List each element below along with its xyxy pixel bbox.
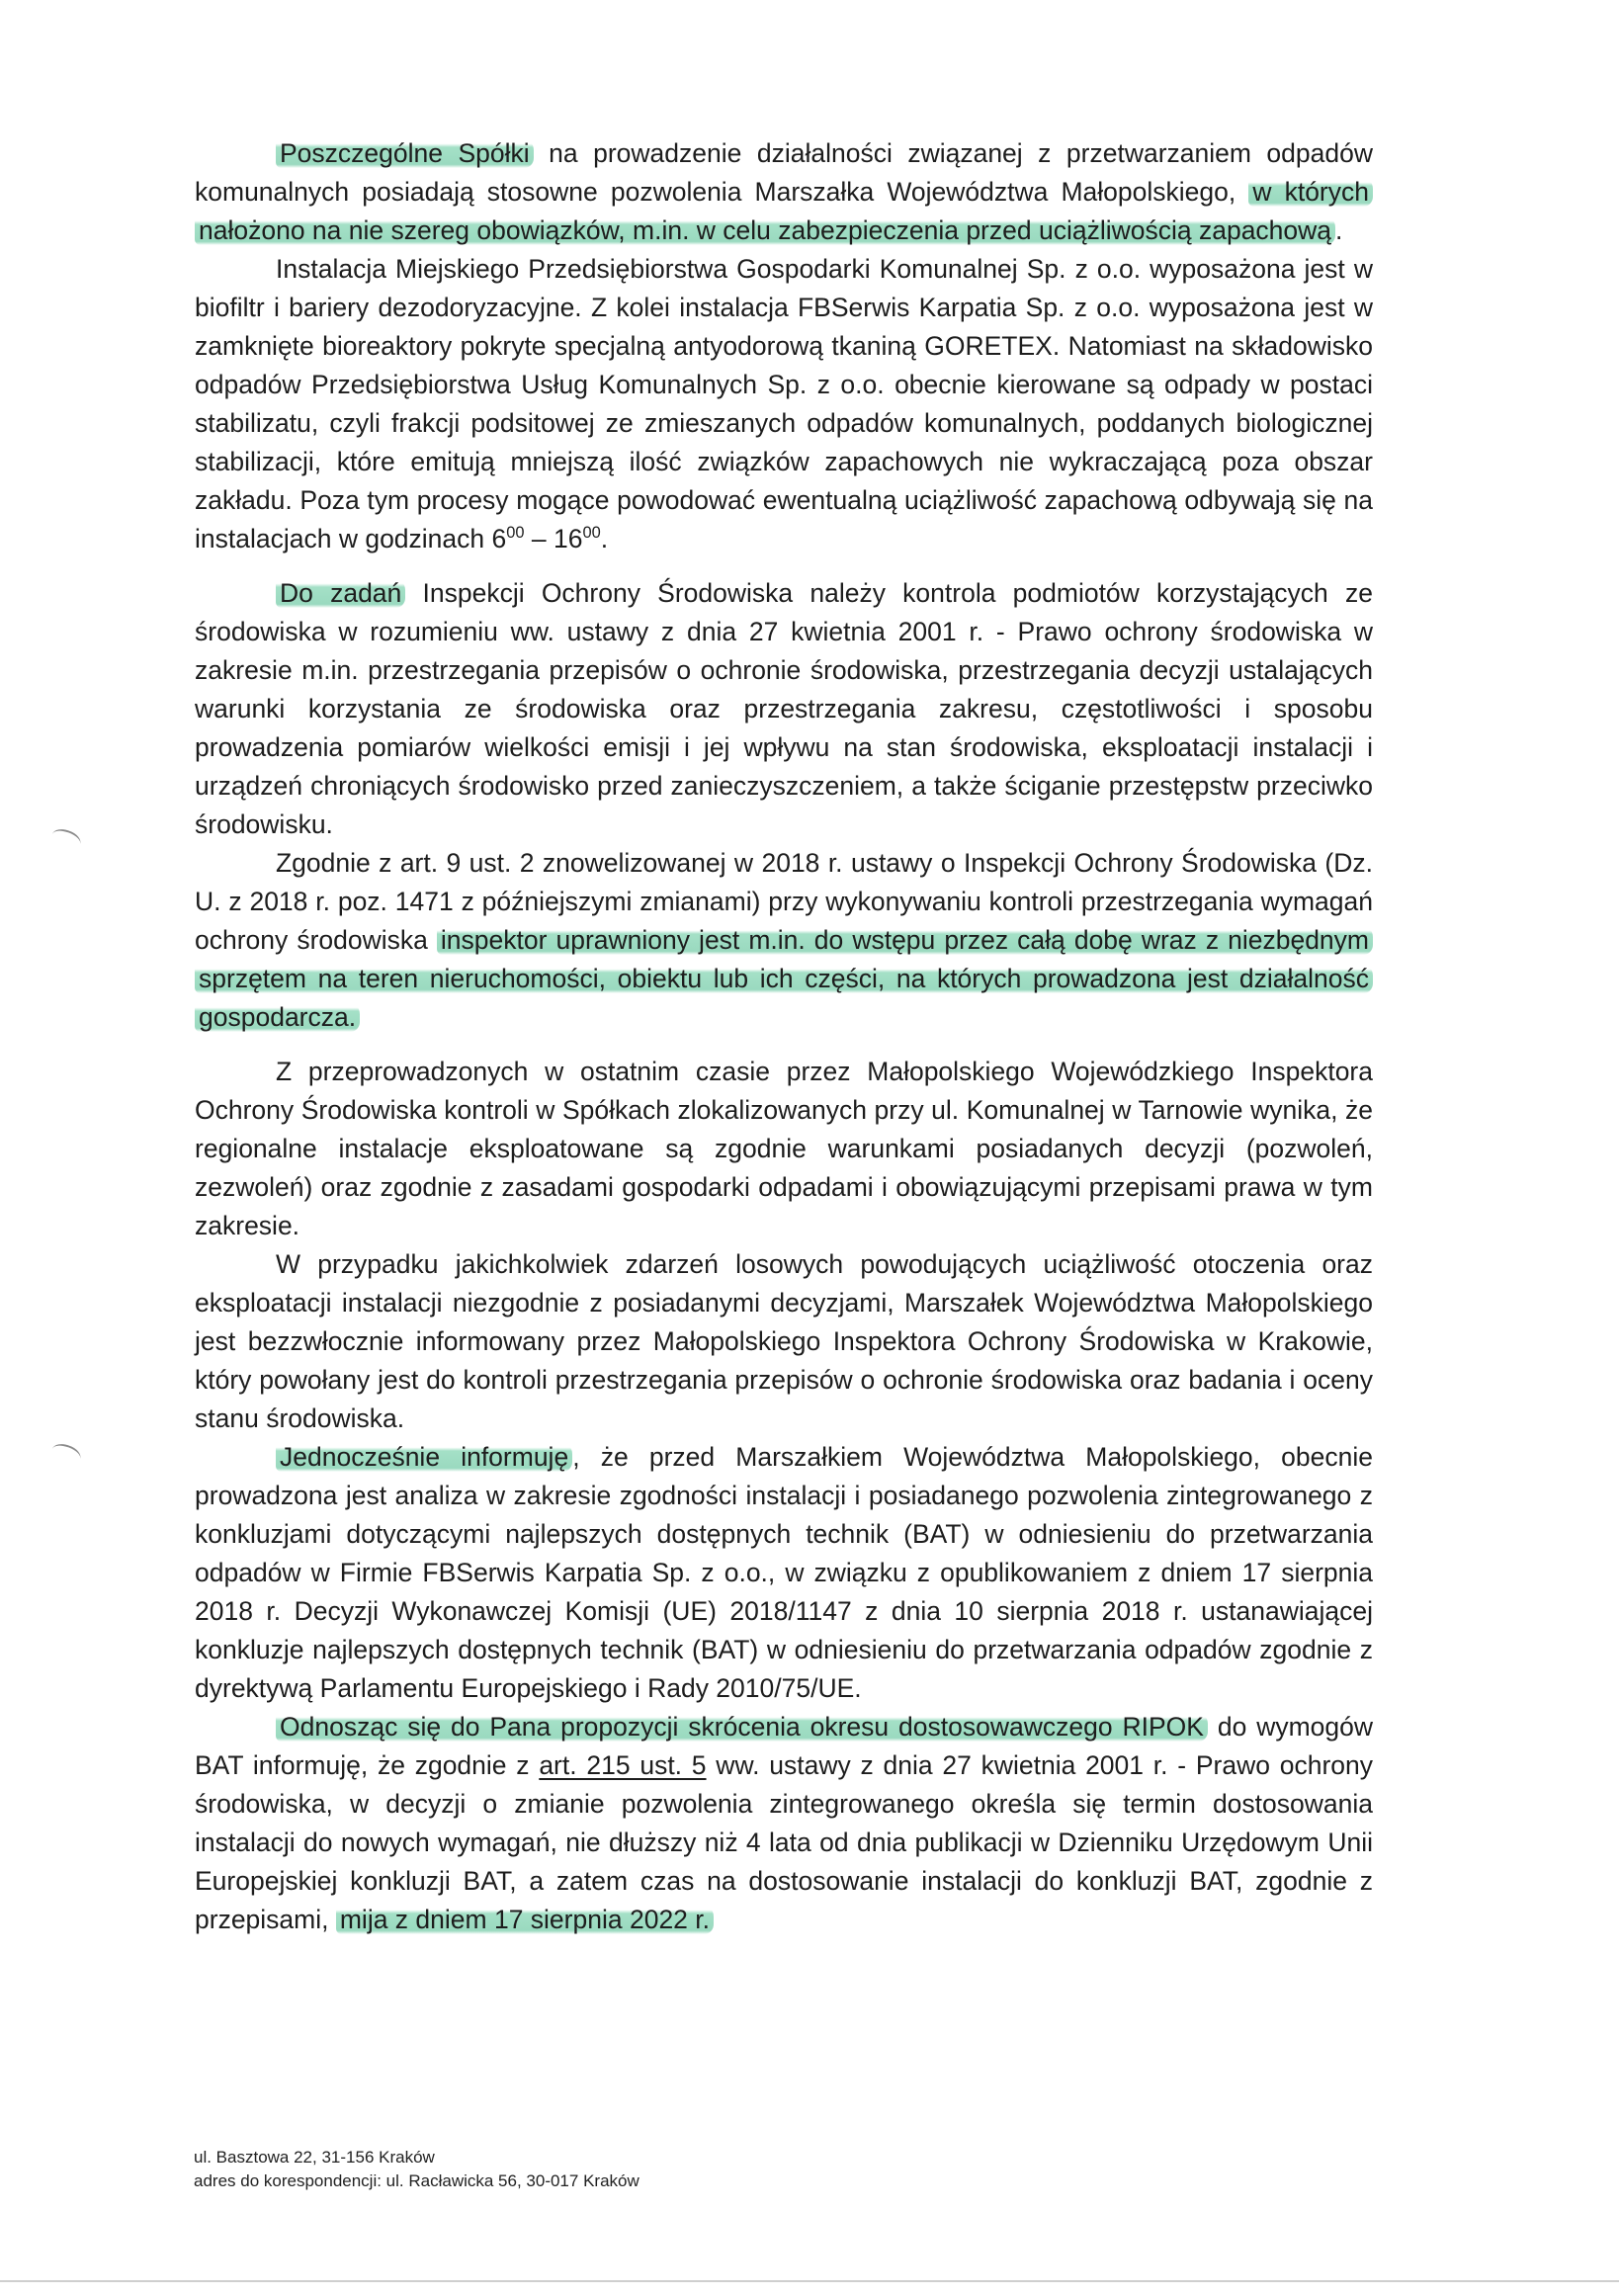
letter-body xyxy=(195,134,1373,1939)
scan-mark xyxy=(49,825,83,852)
paragraph: Do zadań Inspekcji Ochrony Środowiska należy kontrola podmiotów korzystających ze środowiska w rozumieniu ww. ustawy z dnia 27 kwietnia 2001 r. - Prawo ochrony środowiska w zakresie m.in. przestrzegania przepisów o ochronie środowiska, przestrzegania decyzji ustalających warunki korzystania ze środowiska oraz przestrzegania zakresu, częstotliwości i sposobu prowadzenia pomiarów wielkości emisji i jej wpływu na stan środowiska, eksploatacji instalacji i urządzeń chroniących środowisko przed zanieczyszczeniem, a także ściganie przestępstw przeciwko środowisku. xyxy=(195,578,1373,839)
highlight: Jednocześnie informuję xyxy=(276,1442,572,1472)
footer-line: adres do korespondencji: ul. Racławicka 56, 30-017 Kraków xyxy=(194,2171,639,2190)
footer-address xyxy=(194,2146,639,2193)
paragraph: Zgodnie z art. 9 ust. 2 znowelizowanej w 2018 r. ustawy o Inspekcji Ochrony Środowiska (Dz. U. z 2018 r. poz. 1471 z późniejszymi zmianami) przy wykonywaniu kontroli przestrzegania wymagań ochrony środowiska inspektor uprawniony jest m.in. do wstępu przez całą dobę wraz z niezbędnym sprzętem na teren nieruchomości, obiektu lub ich części, na których prowadzona jest działalność gospodarcza. xyxy=(195,848,1373,1032)
highlight: w których nałożono na nie szereg obowiązków, m.in. w celu zabezpieczenia przed uciążliwością zapachową xyxy=(195,177,1373,245)
bottom-rule xyxy=(0,2280,1619,2282)
paragraph: Z przeprowadzonych w ostatnim czasie przez Małopolskiego Wojewódzkiego Inspektora Ochrony Środowiska kontroli w Spółkach zlokalizowanych przy ul. Komunalnej w Tarnowie wynika, że regionalne instalacje eksploatowane są zgodnie warunkami posiadanych decyzji (pozwoleń, zezwoleń) oraz zgodnie z zasadami gospodarki odpadami i obowiązującymi przepisami prawa w tym zakresie. xyxy=(195,1057,1373,1240)
paragraph: Instalacja Miejskiego Przedsiębiorstwa Gospodarki Komunalnej Sp. z o.o. wyposażona jest w biofiltr i bariery dezodoryzacyjne. Z kolei instalacja FBSerwis Karpatia Sp. z o.o. wyposażona jest w zamknięte bioreaktory pokryte specjalną antyodorową tkaniną GORETEX. Natomiast na składowisko odpadów Przedsiębiorstwa Usług Komunalnych Sp. z o.o. obecnie kierowane są odpady w postaci stabilizatu, czyli frakcji podsitowej ze zmieszanych odpadów komunalnych, poddanych biologicznej stabilizacji, które emitują mniejszą ilość związków zapachowych nie wykraczającą poza obszar zakładu. Poza tym procesy mogące powodować ewentualną uciążliwość zapachową odbywają się na instalacjach w godzinach $6^{00} - 16^{00}$. xyxy=(195,254,1373,553)
footer-line: ul. Basztowa 22, 31-156 Kraków xyxy=(194,2148,435,2167)
scan-mark xyxy=(49,1440,83,1467)
highlight: Poszczególne Spółki xyxy=(276,138,534,168)
highlight: inspektor uprawniony jest m.in. do wstępu przez całą dobę wraz z niezbędnym sprzętem na teren nieruchomości, obiektu lub ich części, na których prowadzona jest działalność gospodarcza. xyxy=(195,925,1373,1032)
paragraph: W przypadku jakichkolwiek zdarzeń losowych powodujących uciążliwość otoczenia oraz eksploatacji instalacji niezgodnie z posiadanymi decyzjami, Marszałek Województwa Małopolskiego jest bezzwłocznie informowany przez Małopolskiego Inspektora Ochrony Środowiska w Krakowie, który powołany jest do kontroli przestrzegania przepisów o ochronie środowiska oraz badania i oceny stanu środowiska. xyxy=(195,1249,1373,1433)
paragraph: Odnosząc się do Pana propozycji skrócenia okresu dostosowawczego RIPOK do wymogów BAT informuję, że zgodnie z art. 215 ust. 5 ww. ustawy z dnia 27 kwietnia 2001 r. - Prawo ochrony środowiska, w decyzji o zmianie pozwolenia zintegrowanego określa się termin dostosowania instalacji do nowych wymagań, nie dłuższy niż 4 lata od dnia publikacji w Dzienniku Urzędowym Unii Europejskiej konkluzji BAT, a zatem czas na dostosowanie instalacji do konkluzji BAT, zgodnie z przepisami, mija z dniem 17 sierpnia 2022 r. xyxy=(195,1712,1374,1934)
highlight: Odnosząc się do Pana propozycji skrócenia okresu dostosowawczego RIPOK xyxy=(276,1712,1208,1742)
highlight: Do zadań xyxy=(276,578,405,608)
highlight: mija z dniem 17 sierpnia 2022 r. xyxy=(336,1905,714,1934)
paragraph: Poszczególne Spółki na prowadzenie działalności związanej z przetwarzaniem odpadów komunalnych posiadają stosowne pozwolenia Marszałka Województwa Małopolskiego, w których nałożono na nie szereg obowiązków, m.in. w celu zabezpieczenia przed uciążliwością zapachową . xyxy=(195,138,1373,245)
underlined-reference: art. 215 ust. 5 xyxy=(539,1750,707,1780)
paragraph: Jednocześnie informuję , że przed Marszałkiem Województwa Małopolskiego, obecnie prowadzona jest analiza w zakresie zgodności instalacji i posiadanego pozwolenia zintegrowanego z konkluzjami dotyczącymi najlepszych dostępnych technik (BAT) w odniesieniu do przetwarzania odpadów w Firmie FBSerwis Karpatia Sp. z o.o., w związku z opublikowaniem z dniem 17 sierpnia 2018 r. Decyzji Wykonawczej Komisji (UE) 2018/1147 z dnia 10 sierpnia 2018 r. ustanawiającej konkluzje najlepszych dostępnych technik (BAT) w odniesieniu do przetwarzania odpadów zgodnie z dyrektywą Parlamentu Europejskiego i Rady 2010/75/UE. xyxy=(195,1442,1373,1703)
